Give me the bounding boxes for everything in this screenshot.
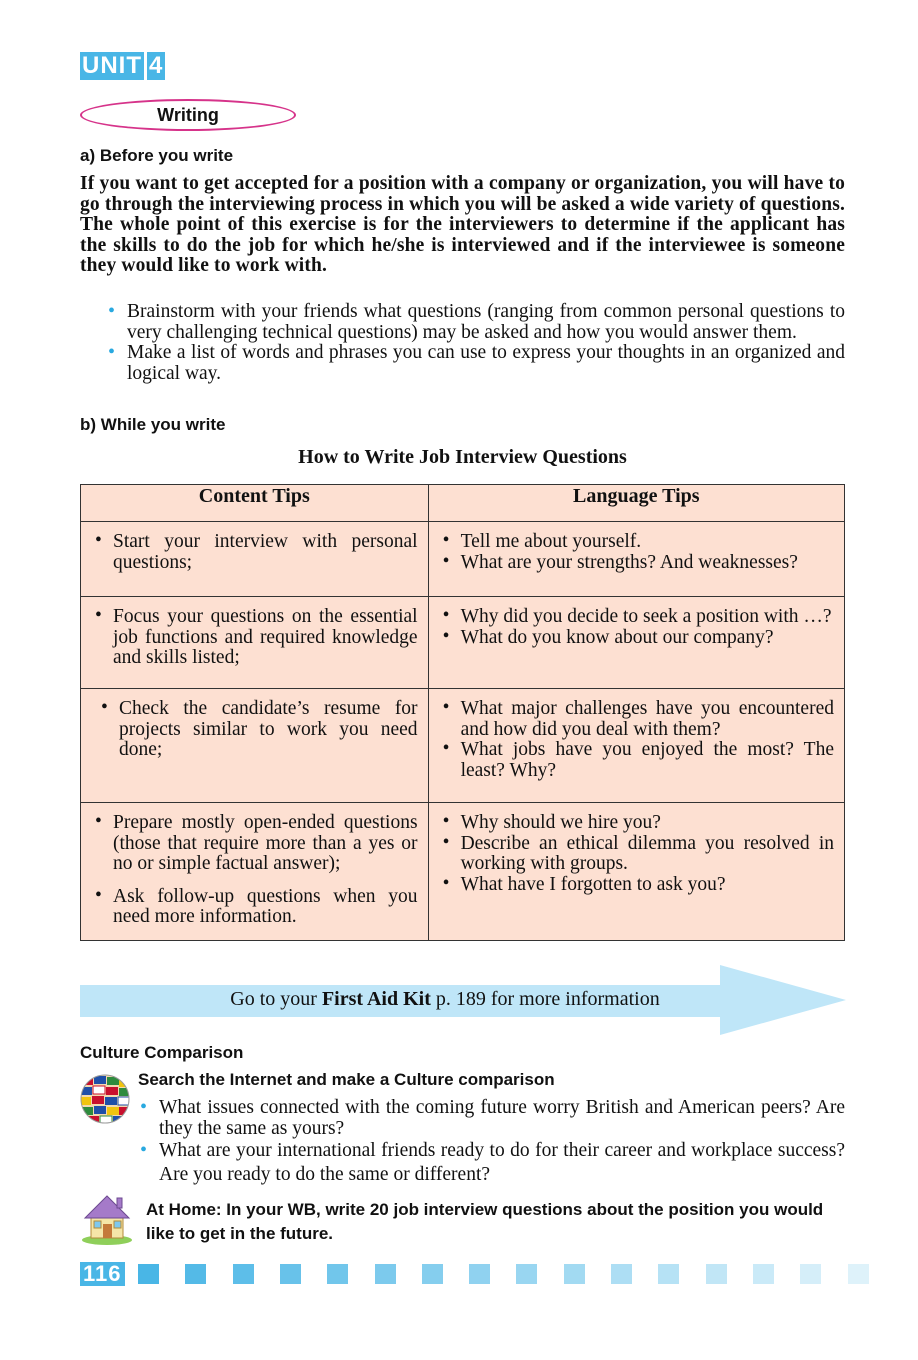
language-tip: • Why should we hire you? bbox=[442, 811, 661, 833]
content-tip: • Ask follow-up questions when you need more information. bbox=[95, 884, 418, 927]
bullet-icon: • bbox=[442, 697, 450, 718]
table-header-row bbox=[81, 485, 845, 522]
bullet-icon: • bbox=[442, 550, 450, 572]
language-cell bbox=[428, 689, 844, 803]
list-item: • What are your international friends ready to do for their career and workplace success? Are you ready to do the same or different? bbox=[140, 1139, 845, 1185]
bullet-icon: • bbox=[442, 811, 450, 832]
first-aid-link-text: Go to your First Aid Kit p. 189 for more information bbox=[230, 988, 660, 1010]
content-cell bbox=[81, 522, 429, 597]
decoration-square bbox=[233, 1264, 254, 1284]
house-icon bbox=[79, 1190, 135, 1246]
decoration-square bbox=[658, 1264, 679, 1284]
decoration-square bbox=[469, 1264, 490, 1284]
content-cell bbox=[81, 689, 429, 803]
language-tips-header: Language Tips bbox=[428, 485, 844, 522]
decoration-square bbox=[564, 1264, 585, 1284]
language-tip: • Describe an ethical dilemma you resolved in working with groups. bbox=[442, 831, 834, 874]
content-tips-header: Content Tips bbox=[81, 485, 429, 522]
page-number: 116 bbox=[80, 1262, 125, 1286]
tips-table bbox=[80, 484, 845, 941]
unit-badge bbox=[80, 52, 165, 80]
bullet-icon: • bbox=[108, 341, 116, 363]
bullet-icon: • bbox=[140, 1096, 148, 1118]
language-cell bbox=[428, 597, 844, 689]
bullet-icon: • bbox=[95, 884, 102, 906]
before-heading: a) Before you write bbox=[80, 146, 234, 165]
content-tip: • Start your interview with personal questions; bbox=[95, 530, 418, 573]
bullet-icon: • bbox=[442, 831, 450, 853]
culture-bullets bbox=[140, 1098, 845, 1187]
language-tip: • Why did you decide to seek a position with …? bbox=[442, 605, 832, 627]
content-cell bbox=[81, 803, 429, 941]
bullet-icon: • bbox=[95, 811, 102, 832]
culture-heading: Culture Comparison bbox=[80, 1043, 244, 1062]
content-tip: • Check the candidate’s resume for projects similar to work you need done; bbox=[101, 697, 418, 760]
list-item: • What issues connected with the coming future worry British and American peers? Are they the same as yours? bbox=[140, 1096, 845, 1139]
language-tip: • What major challenges have you encountered and how did you deal with them? bbox=[442, 697, 834, 740]
intro-paragraph: If you want to get accepted for a position with a company or organization, you will have to go through the interviewing process in which you will be asked a wide variety of questions. The whole point of this exercise is for the interviewers to determine if the applicant has the skills to do the job for which he/she is interviewed and if the interviewee is someone they would like to work with. bbox=[80, 173, 845, 276]
language-tip: • Tell me about yourself. bbox=[442, 530, 642, 552]
list-item: • Make a list of words and phrases you can use to express your thoughts in an organized and logical way. bbox=[108, 341, 845, 384]
first-aid-kit-label: First Aid Kit bbox=[321, 988, 431, 1010]
table-title: How to Write Job Interview Questions bbox=[298, 446, 627, 468]
bullet-icon: • bbox=[95, 530, 102, 551]
language-cell bbox=[428, 803, 844, 941]
globe-flags-icon bbox=[79, 1073, 131, 1125]
bullet-icon: • bbox=[442, 872, 450, 894]
at-home-task: At Home: In your WB, write 20 job interview questions about the position you would like to get in the future. bbox=[146, 1200, 824, 1243]
table-row bbox=[81, 522, 845, 597]
decoration-square bbox=[280, 1264, 301, 1284]
decoration-square bbox=[706, 1264, 727, 1284]
bullet-icon: • bbox=[140, 1139, 148, 1161]
table-row bbox=[81, 689, 845, 803]
decoration-square bbox=[753, 1264, 774, 1284]
list-item: • Brainstorm with your friends what questions (ranging from common personal questions to very challenging technical questions) may be asked and how you would answer them. bbox=[108, 300, 845, 343]
bullet-icon: • bbox=[108, 300, 116, 322]
decoration-square bbox=[138, 1264, 159, 1284]
language-tip: • What jobs have you enjoyed the most? The least? Why? bbox=[442, 738, 834, 781]
decoration-square bbox=[422, 1264, 443, 1284]
bullet-icon: • bbox=[101, 697, 108, 718]
bullet-icon: • bbox=[442, 625, 450, 647]
decoration-square bbox=[185, 1264, 206, 1284]
decoration-square bbox=[800, 1264, 821, 1284]
language-cell bbox=[428, 522, 844, 597]
table-row bbox=[81, 597, 845, 689]
culture-instruction: Search the Internet and make a Culture comparison bbox=[138, 1070, 555, 1089]
language-tip: • What do you know about our company? bbox=[442, 625, 774, 648]
unit-number: 4 bbox=[149, 52, 164, 79]
bullet-icon: • bbox=[442, 605, 450, 626]
decoration-square bbox=[611, 1264, 632, 1284]
content-tip: • Prepare mostly open-ended questions (those that require more than a yes or no or simple factual answer); bbox=[95, 811, 418, 874]
language-tip: • What have I forgotten to ask you? bbox=[442, 872, 726, 895]
decoration-square bbox=[375, 1264, 396, 1284]
bullet-icon: • bbox=[95, 605, 102, 626]
language-tip: • What are your strengths? And weaknesses? bbox=[442, 550, 798, 573]
decoration-square bbox=[327, 1264, 348, 1284]
content-cell bbox=[81, 597, 429, 689]
table-row bbox=[81, 803, 845, 941]
decoration-square bbox=[516, 1264, 537, 1284]
bullet-icon: • bbox=[442, 530, 450, 551]
content-tip: • Focus your questions on the essential job functions and required knowledge and skills listed; bbox=[95, 605, 418, 668]
bullet-icon: • bbox=[442, 738, 450, 759]
decoration-square bbox=[848, 1264, 869, 1284]
before-bullets bbox=[108, 302, 845, 384]
section-label: Writing bbox=[80, 99, 296, 131]
while-heading: b) While you write bbox=[80, 415, 226, 434]
unit-word: UNIT bbox=[82, 52, 142, 79]
